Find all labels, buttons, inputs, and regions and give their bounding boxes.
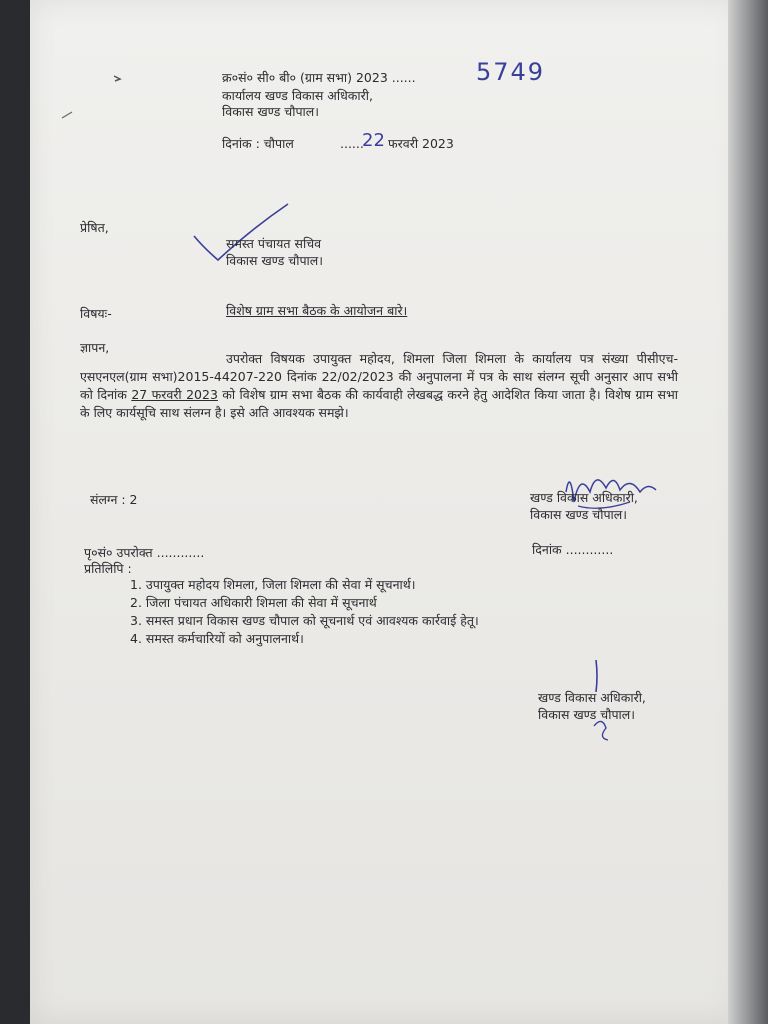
memo-greeting: ज्ञापन,: [80, 340, 110, 355]
memo-body-text-end: को विशेष ग्राम सभा बैठक की कार्यवाही लेखबद्ध करने हेतु आदेशित किया जाता है। विशेष ग्राम सभा के लिए कार्यसूचि साथ संलग्न है। इसे अति आवश्यक समझे।: [80, 387, 679, 420]
signature-2-office: विकास खण्ड चौपाल।: [538, 707, 635, 722]
date-dots: ......: [340, 136, 364, 151]
copy-item-1: 1. उपायुक्त महोदय शिमला, जिला शिमला की सेवा में सूचनार्थ।: [130, 577, 416, 592]
office-line-2: विकास खण्ड चौपाल।: [222, 104, 319, 119]
memo-body-text-start: उपरोक्त विषयक उपायुक्त महोदय, शिमला जिला शिमला के कार्यालय पत्र संख्या पीसीएच-एसएनएल(ग्राम सभा)2015-44207-220 दिनांक 22/02/2023 की अनुपालना में पत्र के साथ संलग्न सूची अनुसार आप सभी को दिनांक: [80, 351, 678, 402]
copy-item-3: 3. समस्त प्रधान विकास खण्ड चौपाल को सूचनार्थ एवं आवश्यक कार्रवाई हेतू।: [130, 613, 479, 628]
copy-item-4: 4. समस्त कर्मचारियों को अनुपालनार्थ।: [130, 631, 304, 646]
margin-marks: [40, 70, 130, 130]
date-label: दिनांक : चौपाल: [222, 136, 294, 151]
subject-text: विशेष ग्राम सभा बैठक के आयोजन बारे।: [226, 303, 408, 318]
memo-body-paragraph: [80, 350, 678, 422]
handwritten-reference-number: 5749: [476, 58, 546, 86]
meeting-date: 27 फरवरी 2023: [131, 387, 218, 402]
signature-1-office: विकास खण्ड चौपाल।: [530, 507, 627, 522]
addressee-line-2: विकास खण्ड चौपाल।: [226, 253, 323, 268]
handwritten-day: 22: [362, 130, 385, 151]
copy-heading: प्रतिलिपि :: [84, 561, 132, 576]
page-shadow: [728, 0, 768, 1024]
copy-date: दिनांक ............: [532, 542, 614, 557]
office-line-1: कार्यालय खण्ड विकास अधिकारी,: [222, 88, 373, 103]
subject-label: विषयः-: [80, 306, 112, 321]
signature-2-designation: खण्ड विकास अधिकारी,: [538, 690, 646, 705]
copy-item-2: 2. जिला पंचायत अधिकारी शिमला की सेवा में सूचनार्थ: [130, 595, 377, 610]
reference-line: क्र०सं० सी० बी० (ग्राम सभा) 2023 ......: [222, 70, 416, 85]
date-month-year: फरवरी 2023: [388, 136, 454, 151]
enclosure-label: संलग्न : 2: [90, 492, 138, 507]
salutation: प्रेषित,: [80, 220, 109, 235]
addressee-line-1: समस्त पंचायत सचिव: [226, 236, 322, 251]
copy-reference: पृ०सं० उपरोक्त ............: [84, 545, 205, 560]
signature-1-designation: खण्ड विकास अधिकारी,: [530, 490, 638, 505]
